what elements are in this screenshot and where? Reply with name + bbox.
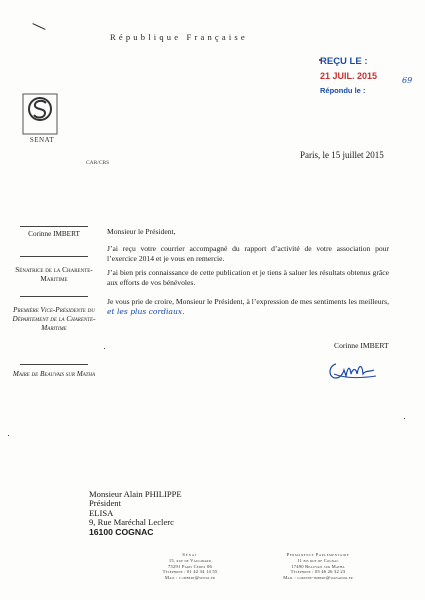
footer-left-line: 15, rue de Vaugirard (168, 557, 212, 563)
stamp-handwritten-note: 69 (402, 76, 413, 85)
signature-name: Corinne IMBERT (334, 341, 389, 350)
footer-permanence-address (258, 552, 378, 581)
scan-speck (104, 348, 105, 349)
footer-left-line: Sénat (182, 552, 198, 557)
sidebar-role-mayor: Maire de Beauvais sur Matha (12, 370, 96, 378)
paragraph-3 (107, 297, 389, 316)
sidebar-rule (20, 256, 88, 257)
closing-text: Je vous prie de croire, Monsieur le Président, à l’expression de mes sentiments les meilleurs, (107, 297, 389, 306)
recipient-city: 16100 COGNAC (89, 526, 154, 537)
corner-mark (32, 23, 45, 30)
footer-left-line: Téléphone : 01 42 34 14 55 (162, 569, 218, 575)
footer-right-line: Permanence Parlementaire (286, 552, 350, 557)
sidebar-rule (20, 226, 88, 227)
footer-right-line: Téléphone : 05 46 26 32 23 (290, 569, 346, 575)
footer-senate-address (140, 552, 240, 581)
logo-text: SENAT (29, 136, 55, 144)
sidebar-role-vice-president: Première Vice-Présidente du Département de la Charente-Maritime (12, 306, 96, 332)
recipient-title: Président (89, 498, 121, 509)
paragraph-1: J’ai reçu votre courrier accompagné du rapport d’activité de votre association pour l’exercice 2014 et je vous en remercie. (107, 244, 389, 263)
footer-right-line: 11 bis rue de Cognac (297, 557, 339, 563)
republic-header: République Française (110, 32, 248, 42)
received-label: REÇU LE : (320, 56, 368, 67)
sidebar-name: Corinne IMBERT (28, 230, 80, 238)
paragraph-2: J’ai bien pris connaissance de cette publication et je tiens à saluer les résultats obtenus grâce aux efforts de vos bénévoles. (107, 268, 389, 287)
signature-icon (326, 356, 378, 384)
recipient-name: Monsieur Alain PHILIPPE (89, 489, 182, 499)
sidebar-rule (20, 296, 88, 297)
handwritten-closing: et les plus cordiaux. (107, 306, 185, 316)
recipient-organization: ELISA (89, 507, 114, 518)
footer-left-line: 75291 Paris Cedex 06 (168, 563, 212, 569)
footer-right-line: Mail : corinne-imbert@wanadoo.fr (283, 575, 353, 581)
replied-label: Répondu le : (320, 86, 366, 95)
date-line: Paris, le 15 juillet 2015 (300, 150, 384, 160)
scan-speck (8, 435, 9, 436)
received-date: 21 JUIL. 2015 (320, 71, 378, 81)
sidebar-role-senator: Sénatrice de la Charente-Maritime (15, 266, 93, 283)
reference-code: CAR/CRS (86, 160, 110, 166)
sidebar-rule (20, 364, 88, 365)
recipient-street: 9, Rue Maréchal Leclerc (89, 517, 174, 528)
salutation: Monsieur le Président, (107, 227, 176, 236)
senat-logo-icon (22, 93, 58, 135)
received-stamp (320, 56, 377, 95)
scan-speck (404, 418, 405, 419)
footer-left-line: Mail : c.imbert@senat.fr (164, 575, 216, 581)
footer-right-line: 17490 Beauvais sur Matha (291, 563, 345, 569)
recipient-address (89, 490, 182, 537)
